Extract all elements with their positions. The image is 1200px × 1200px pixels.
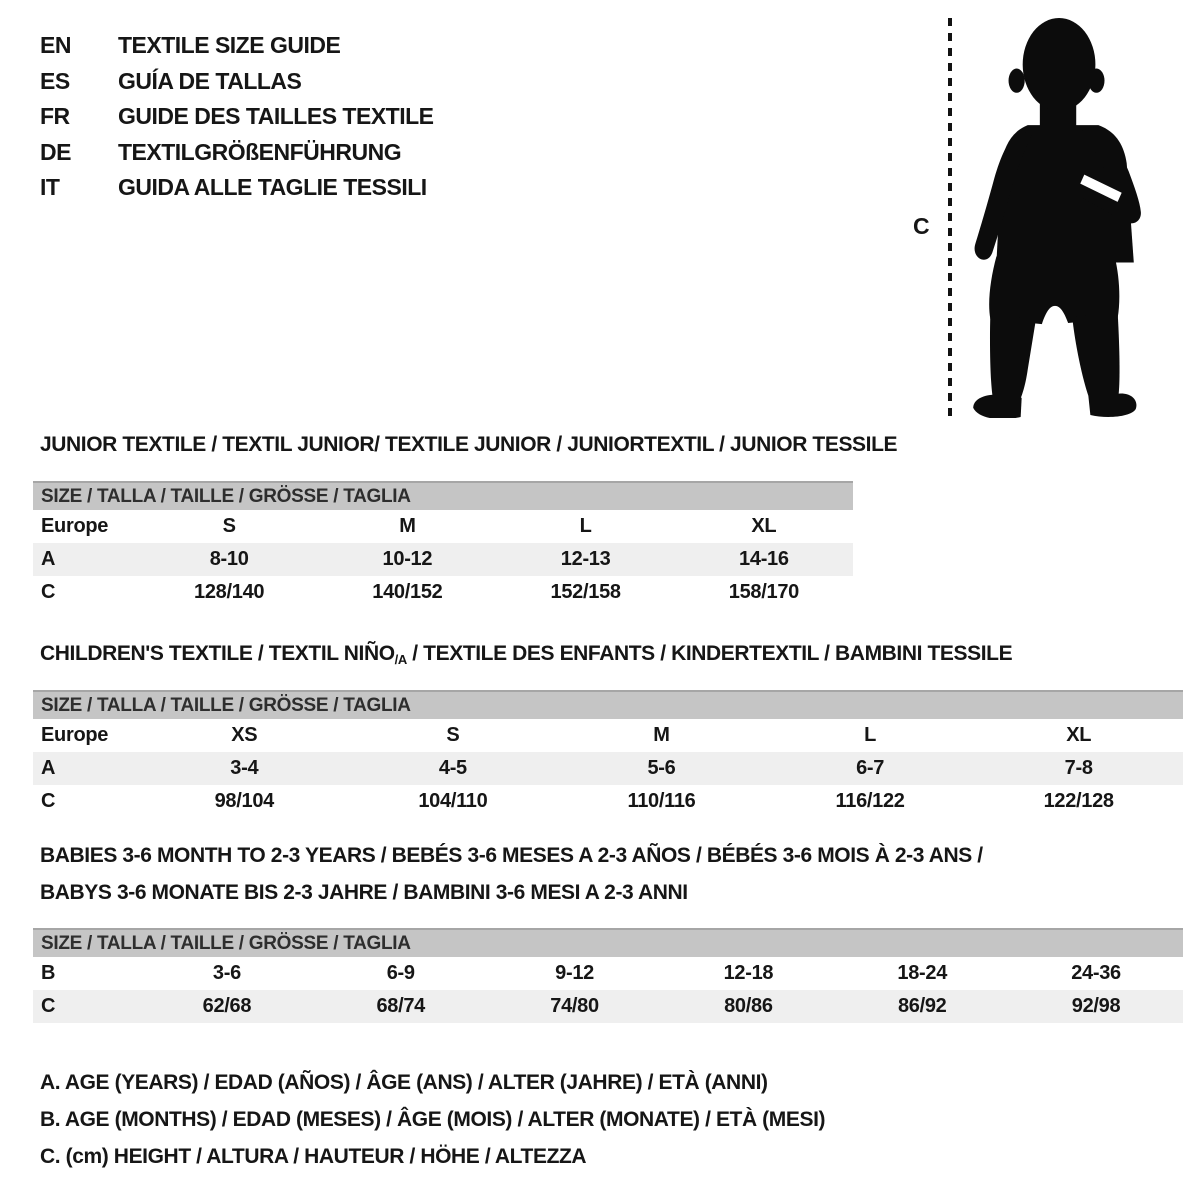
age-cell: 8-10 — [209, 548, 249, 570]
row-label: Europe — [41, 724, 109, 746]
language-code: EN — [40, 32, 71, 59]
row-label: A — [41, 548, 56, 570]
size-cell: M — [399, 515, 416, 537]
children-heading-text: CHILDREN'S TEXTILE / TEXTIL NIÑO — [40, 642, 395, 665]
language-code: IT — [40, 174, 60, 201]
language-row-es — [40, 64, 434, 100]
children-heading-subscript: /A — [394, 652, 407, 667]
height-cell: 104/110 — [418, 790, 488, 812]
height-cell: 116/122 — [835, 790, 905, 812]
junior-age-row — [33, 543, 853, 576]
language-code: FR — [40, 103, 70, 130]
height-measure-dashed-line — [948, 18, 952, 416]
size-cell: XS — [231, 724, 258, 746]
toddler-head — [1023, 18, 1096, 111]
junior-section-heading: JUNIOR TEXTILE / TEXTIL JUNIOR/ TEXTILE JUNIOR / JUNIORTEXTIL / JUNIOR TESSILE — [40, 433, 898, 456]
age-cell: 10-12 — [382, 548, 433, 570]
months-cell: 6-9 — [386, 962, 415, 984]
height-cell: 152/158 — [550, 581, 621, 603]
height-cell: 110/116 — [627, 790, 696, 812]
children-age-row — [33, 752, 1183, 785]
months-cell: 3-6 — [212, 962, 241, 984]
height-cell: 74/80 — [550, 995, 599, 1017]
children-heading-text: / TEXTILE DES ENFANTS / KINDERTEXTIL / BAMBINI TESSILE — [406, 642, 1013, 665]
junior-height-row — [33, 576, 853, 609]
size-cell: S — [222, 515, 236, 537]
toddler-right-foot — [1088, 393, 1136, 417]
height-cell: 158/170 — [728, 581, 799, 603]
junior-europe-row — [33, 510, 853, 543]
junior-size-table — [33, 481, 853, 609]
language-row-fr — [40, 99, 434, 135]
row-label: B — [41, 962, 56, 984]
language-title-list — [40, 28, 434, 206]
toddler-left-leg — [990, 313, 1036, 401]
months-cell: 12-18 — [723, 962, 774, 984]
age-cell: 4-5 — [438, 757, 467, 779]
age-cell: 7-8 — [1064, 757, 1093, 779]
height-cell: 98/104 — [214, 790, 274, 812]
row-label: C — [41, 790, 56, 812]
age-cell: 6-7 — [856, 757, 885, 779]
size-cell: L — [579, 515, 592, 537]
babies-size-header: SIZE / TALLA / TAILLE / GRÖSSE / TAGLIA — [33, 928, 1183, 957]
toddler-right-leg — [1072, 312, 1119, 401]
age-cell: 12-13 — [560, 548, 611, 570]
children-height-row — [33, 785, 1183, 818]
language-code: ES — [40, 67, 70, 94]
height-cell: 140/152 — [372, 581, 443, 603]
language-row-de — [40, 135, 434, 171]
babies-size-table — [33, 928, 1183, 1023]
age-cell: 14-16 — [739, 548, 789, 570]
babies-section-heading-line2: BABYS 3-6 MONATE BIS 2-3 JAHRE / BAMBINI 3-6 MESI A 2-3 ANNI — [40, 881, 688, 904]
guide-title: TEXTILE SIZE GUIDE — [118, 32, 341, 59]
guide-title: TEXTILGRÖßENFÜHRUNG — [118, 138, 402, 165]
toddler-shorts — [989, 256, 1119, 324]
babies-height-row — [33, 990, 1183, 1023]
size-cell: XL — [1066, 724, 1092, 746]
language-row-it — [40, 170, 434, 206]
children-section-heading — [40, 641, 1012, 673]
children-europe-row — [33, 719, 1183, 752]
language-code: DE — [40, 138, 71, 165]
height-cell: 128/140 — [194, 581, 265, 603]
months-cell: 24-36 — [1071, 962, 1121, 984]
babies-months-row — [33, 957, 1183, 990]
row-label: C — [41, 995, 56, 1017]
height-measure-label: C — [913, 213, 930, 239]
height-cell: 62/68 — [202, 995, 252, 1017]
language-row-en — [40, 28, 434, 64]
babies-section-heading-line1: BABIES 3-6 MONTH TO 2-3 YEARS / BEBÉS 3-6 MESES A 2-3 AÑOS / BÉBÉS 3-6 MOIS À 2-3 ANS / — [40, 844, 983, 867]
size-cell: L — [864, 724, 877, 746]
toddler-left-foot — [973, 395, 1021, 418]
size-cell: S — [446, 724, 460, 746]
junior-size-header: SIZE / TALLA / TAILLE / GRÖSSE / TAGLIA — [33, 481, 853, 510]
toddler-left-ear — [1009, 69, 1025, 93]
toddler-silhouette-icon — [966, 14, 1142, 418]
row-label: C — [41, 581, 56, 603]
height-cell: 86/92 — [897, 995, 947, 1017]
legend-height-cm: C. (cm) HEIGHT / ALTURA / HAUTEUR / HÖHE / ALTEZZA — [40, 1145, 587, 1168]
legend-age-years: A. AGE (YEARS) / EDAD (AÑOS) / ÂGE (ANS) / ALTER (JAHRE) / ETÀ (ANNI) — [40, 1071, 768, 1094]
age-cell: 5-6 — [647, 757, 676, 779]
size-cell: M — [653, 724, 670, 746]
age-cell: 3-4 — [230, 757, 259, 779]
row-label: Europe — [41, 515, 109, 537]
months-cell: 18-24 — [897, 962, 948, 984]
children-size-header: SIZE / TALLA / TAILLE / GRÖSSE / TAGLIA — [33, 690, 1183, 719]
height-cell: 92/98 — [1071, 995, 1121, 1017]
height-cell: 68/74 — [376, 995, 426, 1017]
children-size-table — [33, 690, 1183, 818]
row-label: A — [41, 757, 56, 779]
height-cell: 122/128 — [1043, 790, 1114, 812]
guide-title: GUIDA ALLE TAGLIE TESSILI — [118, 174, 427, 201]
guide-title: GUÍA DE TALLAS — [118, 67, 302, 94]
guide-title: GUIDE DES TAILLES TEXTILE — [118, 103, 434, 130]
legend-age-months: B. AGE (MONTHS) / EDAD (MESES) / ÂGE (MOIS) / ALTER (MONATE) / ETÀ (MESI) — [40, 1108, 826, 1131]
height-cell: 80/86 — [724, 995, 773, 1017]
months-cell: 9-12 — [555, 962, 594, 984]
size-cell: XL — [751, 515, 777, 537]
